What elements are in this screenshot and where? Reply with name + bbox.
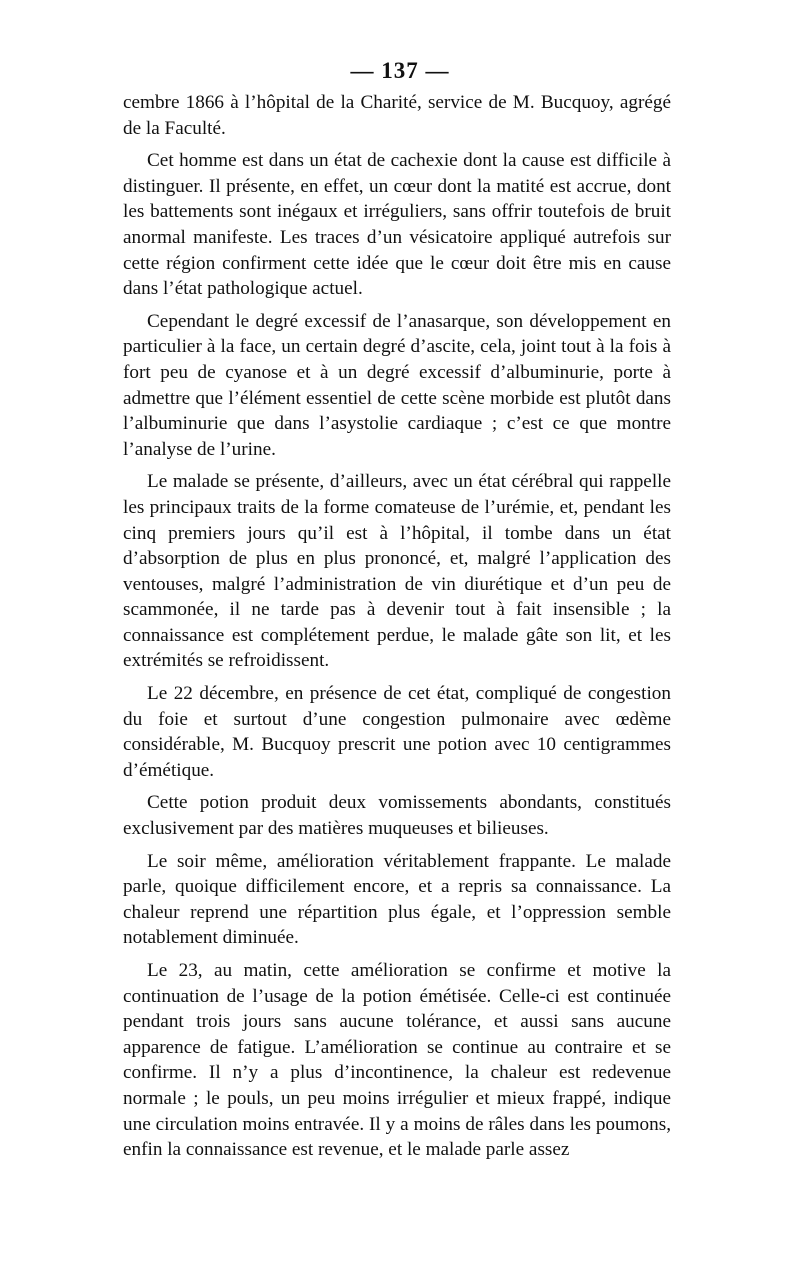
paragraph: Le 23, au matin, cette amélioration se confirme et motive la continuation de l’usage de la potion émétisée. Celle-ci est continuée pendant trois jours sans aucune tolérance, et aussi sans aucune apparence de fatigue. L’amélioration se continue au contraire et se confirme. Il n’y a plus d’incontinence, la chaleur est redevenue normale ; le pouls, un peu moins irrégulier et mieux frappé, indique une circulation moins entravée. Il y a moins de râles dans les poumons, enfin la connaissance est revenue, et le malade parle assez: [123, 960, 671, 1161]
paragraph: Cependant le degré excessif de l’anasarque, son développement en particulier à la face, un certain degré d’ascite, cela, joint tout à la fois à fort peu de cyanose et à un degré excessif d’albuminurie, porte à admettre que l’élément essentiel de cette scène morbide est plutôt dans l’albuminurie que dans l’asystolie cardiaque ; c’est ce que montre l’analyse de l’urine.: [123, 310, 671, 460]
paragraph: Le 22 décembre, en présence de cet état, compliqué de congestion du foie et surtout d’une congestion pulmonaire avec œdème considérable, M. Bucquoy prescrit une potion avec 10 centigrammes d’émétique.: [123, 683, 671, 781]
paragraph: Le malade se présente, d’ailleurs, avec un état cérébral qui rappelle les principaux traits de la forme comateuse de l’urémie, et, pendant les cinq premiers jours qu’il est à l’hôpital, il tombe dans un état d’absorption de plus en plus prononcé, et, malgré l’application des ventouses, malgré l’administration de vin diurétique et d’un peu de scammonée, il ne tarde pas à devenir tout à fait insensible ; la connaissance est complétement perdue, le malade gâte son lit, et les extrémités se refroidissent.: [123, 471, 671, 672]
paragraph: Le soir même, amélioration véritablement frappante. Le malade parle, quoique difficilement encore, et a repris sa connaissance. La chaleur reprend une répartition plus égale, et l’oppression semble notablement diminuée.: [123, 850, 671, 949]
paragraph-continued: cembre 1866 à l’hôpital de la Charité, service de M. Bucquoy, agrégé de la Faculté.: [123, 92, 671, 139]
paragraph: Cet homme est dans un état de cachexie dont la cause est difficile à distinguer. Il présente, en effet, un cœur dont la matité est accrue, dont les battements sont inégaux et irréguliers, sans offrir toutefois de bruit anormal manifeste. Les traces d’un vésicatoire appliqué autrefois sur cette région confirment cette idée que le cœur doit être mis en cause dans l’état pathologique actuel.: [123, 150, 671, 300]
paragraph: Cette potion produit deux vomissements abondants, constitués exclusivement par des matières muqueuses et bilieuses.: [123, 792, 671, 840]
body-text: [123, 90, 671, 1170]
page-number: — 137 —: [350, 58, 450, 83]
